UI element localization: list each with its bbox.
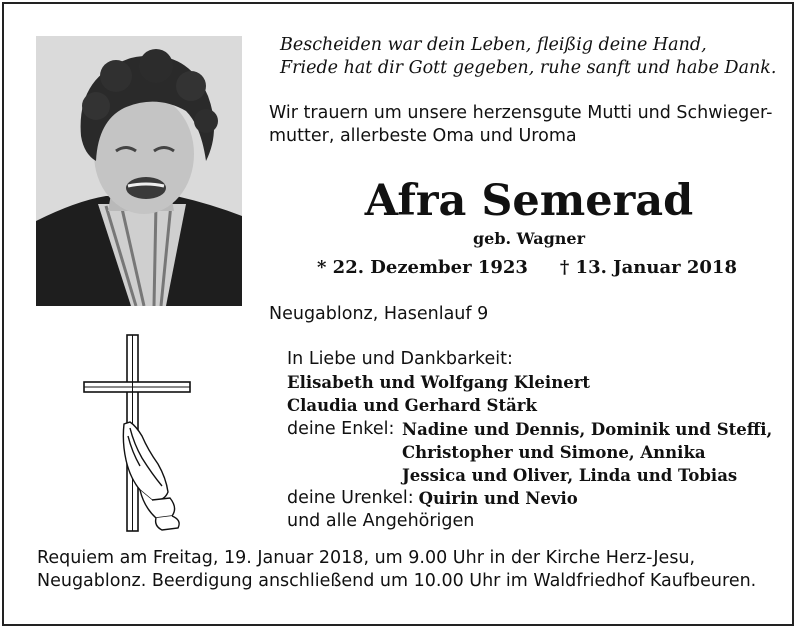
maiden-name: geb. Wagner (472, 229, 586, 248)
verse-line: Bescheiden war dein Leben, fleißig deine Hand, (280, 35, 707, 55)
obituary-notice (2, 2, 794, 626)
mourning-intro (269, 102, 789, 148)
grandchildren-names: Jessica und Oliver, Linda und Tobias (402, 466, 738, 486)
funeral-line: Neugablonz. Beerdigung anschließend um 10.00 Uhr im Waldfriedhof Kaufbeuren. (37, 571, 757, 591)
great-grandchildren-row (287, 487, 787, 510)
life-dates (317, 256, 737, 280)
great-grandchildren-names: Quirin und Nevio (418, 489, 578, 509)
portrait-photo (36, 36, 242, 306)
birth-date: * 22. Dezember 1923 (317, 257, 528, 278)
family-entry: Claudia und Gerhard Stärk (287, 396, 537, 416)
intro-line: Wir trauern um unsere herzensgute Mutti und Schwieger- (269, 103, 773, 123)
verse-line: Friede hat dir Gott gegeben, ruhe sanft und habe Dank. (280, 58, 777, 78)
funeral-details (37, 547, 772, 593)
portrait-illustration (36, 36, 242, 306)
mourners-heading: In Liebe und Dankbarkeit: (287, 349, 513, 369)
grandchildren-names: Nadine und Dennis, Dominik und Steffi, (402, 419, 773, 439)
address: Neugablonz, Hasenlauf 9 (269, 304, 489, 324)
grandchildren-row (287, 441, 787, 464)
family-entry: Elisabeth und Wolfgang Kleinert (287, 373, 591, 393)
memorial-verse (280, 34, 780, 80)
intro-line: mutter, allerbeste Oma und Uroma (269, 126, 577, 146)
death-date: † 13. Januar 2018 (559, 257, 737, 278)
funeral-line: Requiem am Freitag, 19. Januar 2018, um 9.00 Uhr in der Kirche Herz-Jesu, (37, 548, 696, 568)
deceased-name: Afra Semerad (364, 176, 694, 226)
grandchildren-label: deine Enkel: (287, 418, 395, 439)
mourners-list (287, 348, 787, 534)
grandchildren-names: Christopher und Simone, Annika (402, 442, 706, 462)
grandchildren-row (287, 418, 787, 441)
cross-with-praying-hands-icon (82, 332, 192, 534)
great-grandchildren-label: deine Urenkel: (287, 488, 414, 509)
mourners-closing: und alle Angehörigen (287, 511, 475, 532)
grandchildren-row (287, 464, 787, 487)
